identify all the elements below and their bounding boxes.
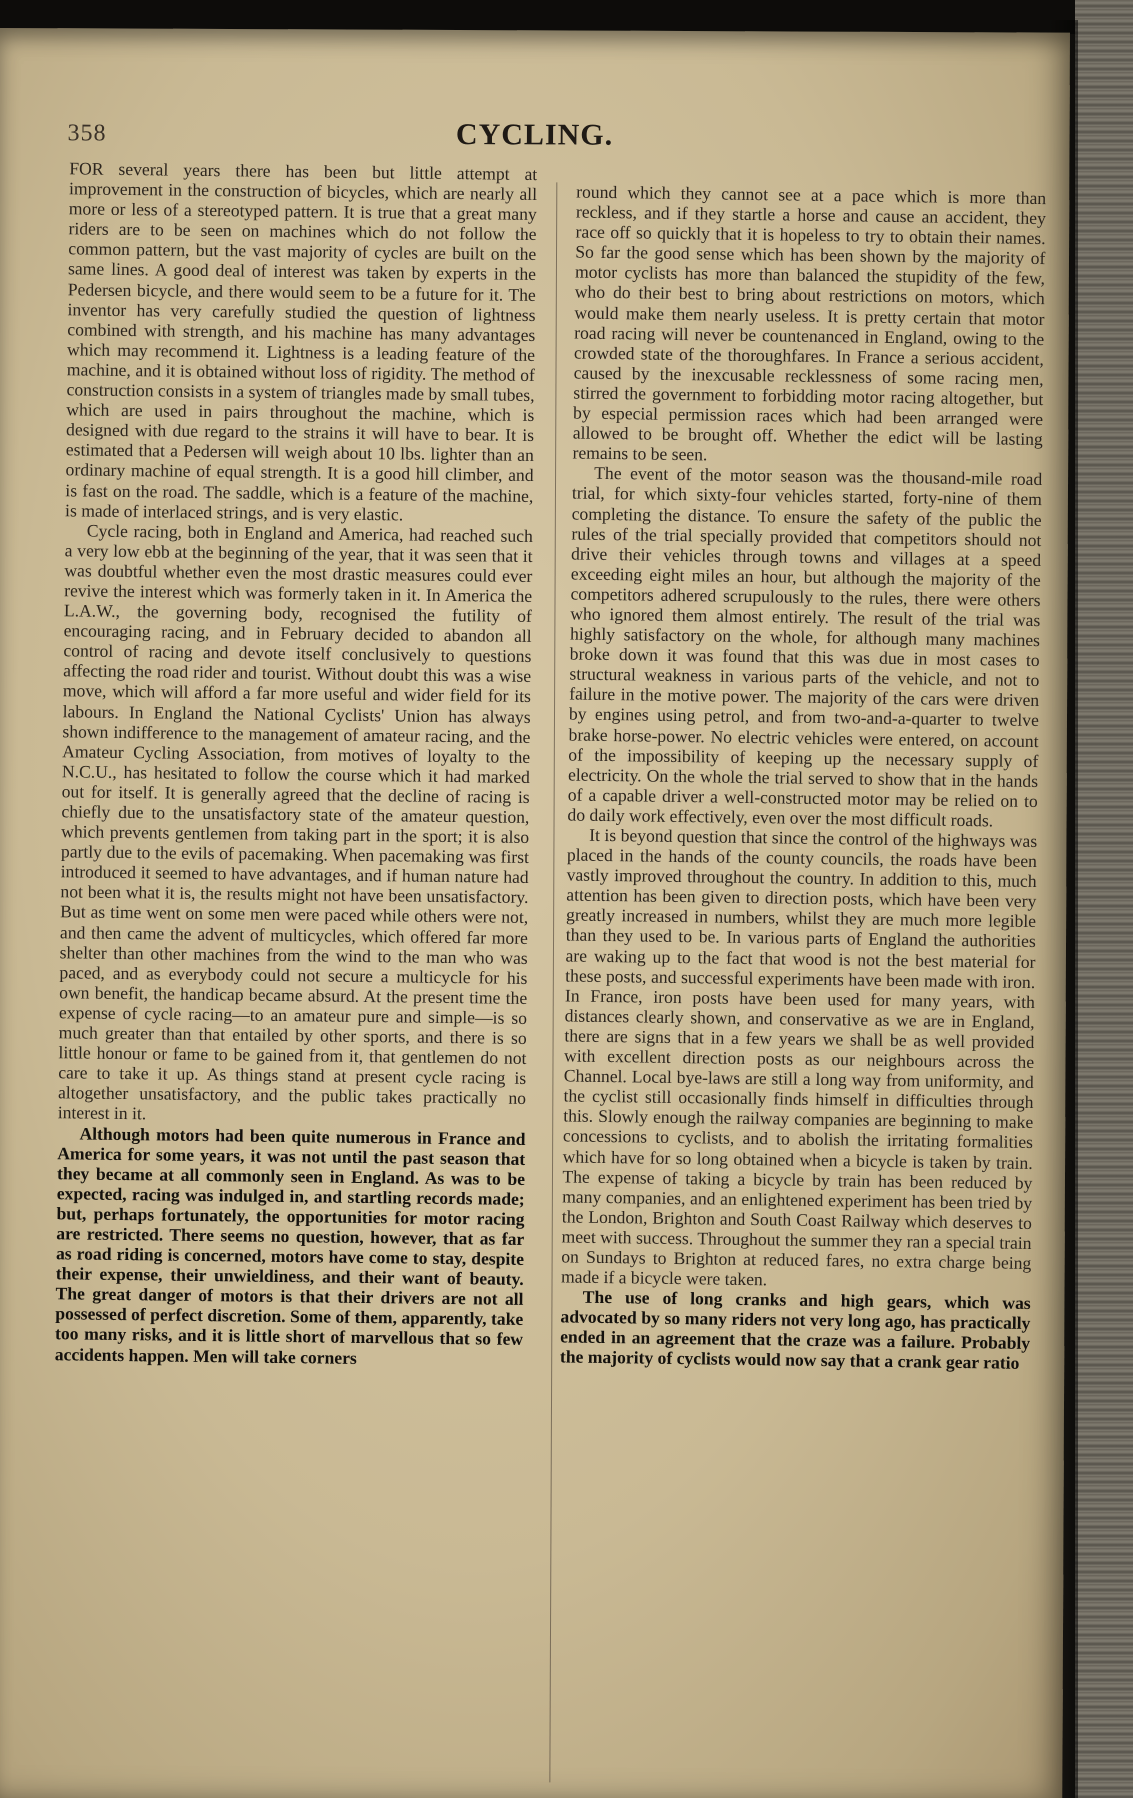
book-page-edges xyxy=(1075,0,1133,1798)
page-number: 358 xyxy=(67,120,107,147)
paragraph: Cycle racing, both in England and America, had reached such a very low ebb at the beginning of the year, that it was seen that it was doubtful whether even the most drastic measures could ever revive the interest which was formerly taken in it. In America the L.A.W., the governing body, recognised the futility of encouraging racing, and in February decided to abandon all control of racing and devote itself conclusively to questions affecting the road rider and tourist. Without doubt this was a wise move, which will afford a far more useful and wider field for its labours. In England the National Cyclists' Union has always shown indifference to the management of amateur racing, and the Amateur Cycling Association, from motives of loyalty to the N.C.U., has hesitated to follow the course which it had marked out for itself. It is generally agreed that the decline of racing is chiefly due to the unsatisfactory state of the amateur question, which prevents gentlemen from taking part in the sport; it is also partly due to the evils of pacemaking. When pacemaking was first introduced it seemed to have advantages, and if human nature had not been what it is, the results might not have been unsatisfactory. But as time went on some men were paced while others were not, and then came the advent of multicycles, which offered far more shelter than other machines from the wind to the man who was paced, and as everybody could not secure a multicycle for his own benefit, the handicap became absurd. At the present time the expense of cycle racing—to an amateur pure and simple—is so much greater than that entailed by other sports, and there is so little honour or fame to be gained from it, that gentlemen do not care to take it up. As things stand at present cycle racing is altogether unsatisfactory, and the public takes practically no interest in it. xyxy=(57,520,533,1124)
paragraph: Although motors had been quite numerous in France and America for some years, it was not until the past season that they became at all commonly seen in England. As was to be expected, racing was indulged in, and startling records made; but, perhaps fortunately, the opportunities for motor racing are restricted. There seems no question, however, that as far as road riding is concerned, motors have come to stay, despite their expense, their unwieldiness, and their want of beauty. The great danger of motors is that their drivers are not all possessed of perfect discretion. Some of them, apparently, take too many risks, and it is little short of marvellous that so few accidents happen. Men will take corners xyxy=(54,1123,526,1368)
paragraph: round which they cannot see at a pace which is more than reckless, and if they startle a horse and cause an accident, they race off so quickly that it is hopeless to try to obtain their names. So far the good sense which has been shown by the majority of motor cyclists has more than balanced the stupidity of the few, who do their best to bring about restrictions on motors, which would make them nearly useless. It is pretty certain that motor road racing will never be countenanced in England, owing to the crowded state of the thoroughfares. In France a serious accident, caused by the inexcusable recklessness of some racing men, stirred the government to forbidding motor racing altogether, but by especial permission races which had been arranged were allowed to be brought off. Whether the edict will be lasting remains to be seen. xyxy=(572,181,1047,465)
book-page xyxy=(0,28,1070,1798)
running-head: CYCLING. xyxy=(455,117,614,152)
right-column xyxy=(560,182,1047,1374)
column-divider xyxy=(549,182,557,1782)
paragraph: The event of the motor season was the thousand-mile road trial, for which sixty-four vehicles started, forty-nine of them completing the distance. To ensure the safety of the public the rules of the trial specially provided that competitors should not drive their vehicles through towns and villages at a speed exceeding eight miles an hour, but although the majority of the competitors adhered scrupulously to the rules, there were others who ignored them almost entirely. The result of the trial was highly satisfactory on the whole, for although many machines broke down it was found that this was due in most cases to structural weakness in various parts of the vehicle, and not to failure in the motive power. The majority of the cars were driven by engines using petrol, and from two-and-a-quarter to twelve brake horse-power. No electric vehicles were entered, on account of the impossibility of keeping up the necessary supply of electricity. On the whole the trial served to show that in the hands of a capable driver a well-constructed motor may be relied on to do daily work effectively, even over the most difficult roads. xyxy=(567,463,1043,831)
paragraph: FOR several years there has been but little attempt at improvement in the construction of bicycles, which are nearly all more or less of a stereotyped pattern. It is true that a great many riders are to be seen on machines which do not follow the common pattern, but the vast majority of cycles are built on the same lines. A good deal of interest was taken by experts in the Pedersen bicycle, and there would seem to be a future for it. The inventor has very carefully studied the question of lightness combined with strength, and his machine has many advantages which may recommend it. Lightness is a leading feature of the machine, and it is obtained without loss of rigidity. The method of construction consists in a system of triangles made by small tubes, which are used in pairs throughout the machine, which is designed with due regard to the strains it will have to bear. It is estimated that a Pedersen will weigh about 10 lbs. lighter than an ordinary machine of equal strength. It is a good hill climber, and is fast on the road. The saddle, which is a feature of the machine, is made of interlaced strings, and is very elastic. xyxy=(65,158,538,525)
left-column xyxy=(55,158,538,1369)
paragraph: The use of long cranks and high gears, which was advocated by so many riders not very long ago, has practically ended in an agreement that the craze was a failure. Probably the majority of cyclists would now say that a crank gear ratio xyxy=(559,1286,1031,1374)
paragraph: It is beyond question that since the control of the highways was placed in the hands of the county councils, the roads have been vastly improved throughout the country. In addition to this, much attention has been given to direction posts, which have been very greatly increased in numbers, whilst they are much more legible than they used to be. In various parts of England the authorities are waking up to the fact that wood is not the best material for these posts, and successful experiments have been made with iron. In France, iron posts have been used for many years, with distances clearly shown, and conservative as we are in England, there are signs that in a few years we shall be as well provided with excellent direction posts as our neighbours across the Channel. Local bye-laws are still a long way from uniformity, and the cyclist still occasionally finds himself in difficulties through this. Slowly enough the railway companies are beginning to make concessions to cyclists, and to abolish the irritating formalities which have for so long obtained when a bicycle is taken by train. The expense of taking a bicycle by train has been reduced by many companies, and an enlightened experiment has been tried by the London, Brighton and South Coast Railway which deserves to meet with success. Throughout the summer they ran a special train on Sundays to Brighton at reduced fares, no extra charge being made if a bicycle were taken. xyxy=(560,824,1038,1290)
